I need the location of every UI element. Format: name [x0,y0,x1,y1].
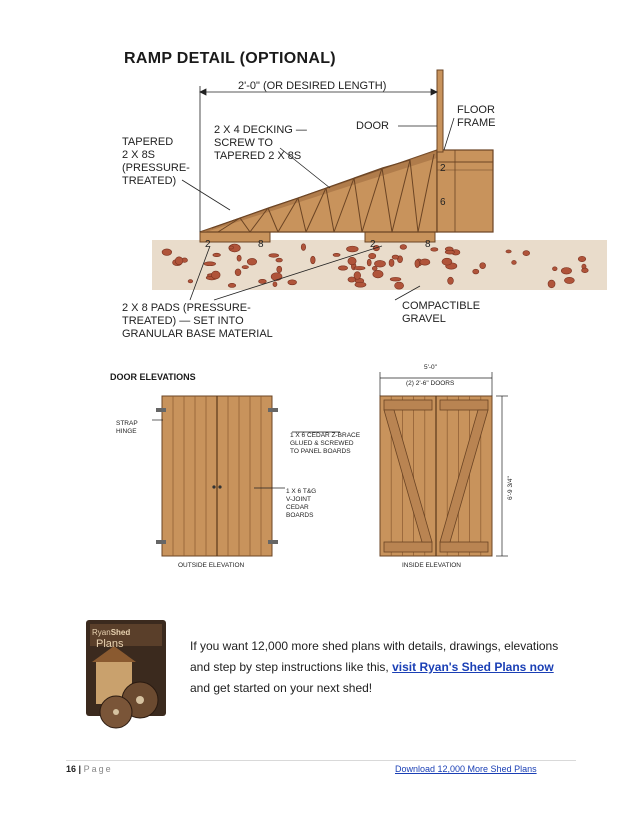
footer-page-info [66,764,113,774]
board-mark-4: 8 [425,239,431,250]
tapered-label: TAPERED 2 X 8S (PRESSURE- TREATED) [122,136,190,187]
strap-hinge-label: STRAP HINGE [116,420,138,435]
board-mark-2: 8 [258,239,264,250]
doors-count-label: (2) 2'-6" DOORS [406,380,455,387]
footer-separator: | [78,764,82,774]
door-elevations-title: DOOR ELEVATIONS [110,372,196,382]
door-width-label: 5'-0" [424,364,437,371]
outside-elevation-caption: OUTSIDE ELEVATION [178,562,245,569]
zbrace-label: 1 X 6 CEDAR Z-BRACE GLUED & SCREWED TO PANEL BOARDS [290,432,361,455]
door-label: DOOR [356,120,389,132]
board-mark-3: 2 [370,239,376,250]
footer-divider [66,760,576,761]
boards-label: 1 X 6 T&G V-JOINT CEDAR BOARDS [286,488,317,519]
product-box-title: Plans [96,638,124,650]
board-mark-1: 2 [205,239,211,250]
ramp-detail-title: RAMP DETAIL (OPTIONAL) [124,50,336,67]
promo-paragraph [190,636,570,699]
door-height-label: 6'-9 3/4" [507,476,514,500]
gravel-label: COMPACTIBLE GRAVEL [402,300,481,325]
floor-frame-label: FLOOR FRAME [457,104,496,129]
length-label: 2'-0" (OR DESIRED LENGTH) [238,80,387,92]
inside-elevation-caption: INSIDE ELEVATION [402,562,461,569]
download-shed-plans-link[interactable]: Download 12,000 More Shed Plans [395,764,537,774]
promo-text-before: If you want 12,000 more shed plans with details, drawings, elevations and step by step instructions like this, [190,639,559,674]
product-box-brand: RyanShed [92,628,131,637]
page-number: 16 [66,764,77,774]
page-word: Page [83,764,113,774]
visit-ryans-shed-plans-link[interactable]: visit Ryan's Shed Plans now [392,660,554,674]
pads-label: 2 X 8 PADS (PRESSURE- TREATED) — SET INTO GRANULAR BASE MATERIAL [122,302,273,340]
frame-mark-1: 2 [440,163,446,174]
promo-text-after: and get started on your next shed! [190,681,373,695]
frame-mark-2: 6 [440,197,446,208]
decking-label: 2 X 4 DECKING — SCREW TO TAPERED 2 X 8S [214,124,307,162]
